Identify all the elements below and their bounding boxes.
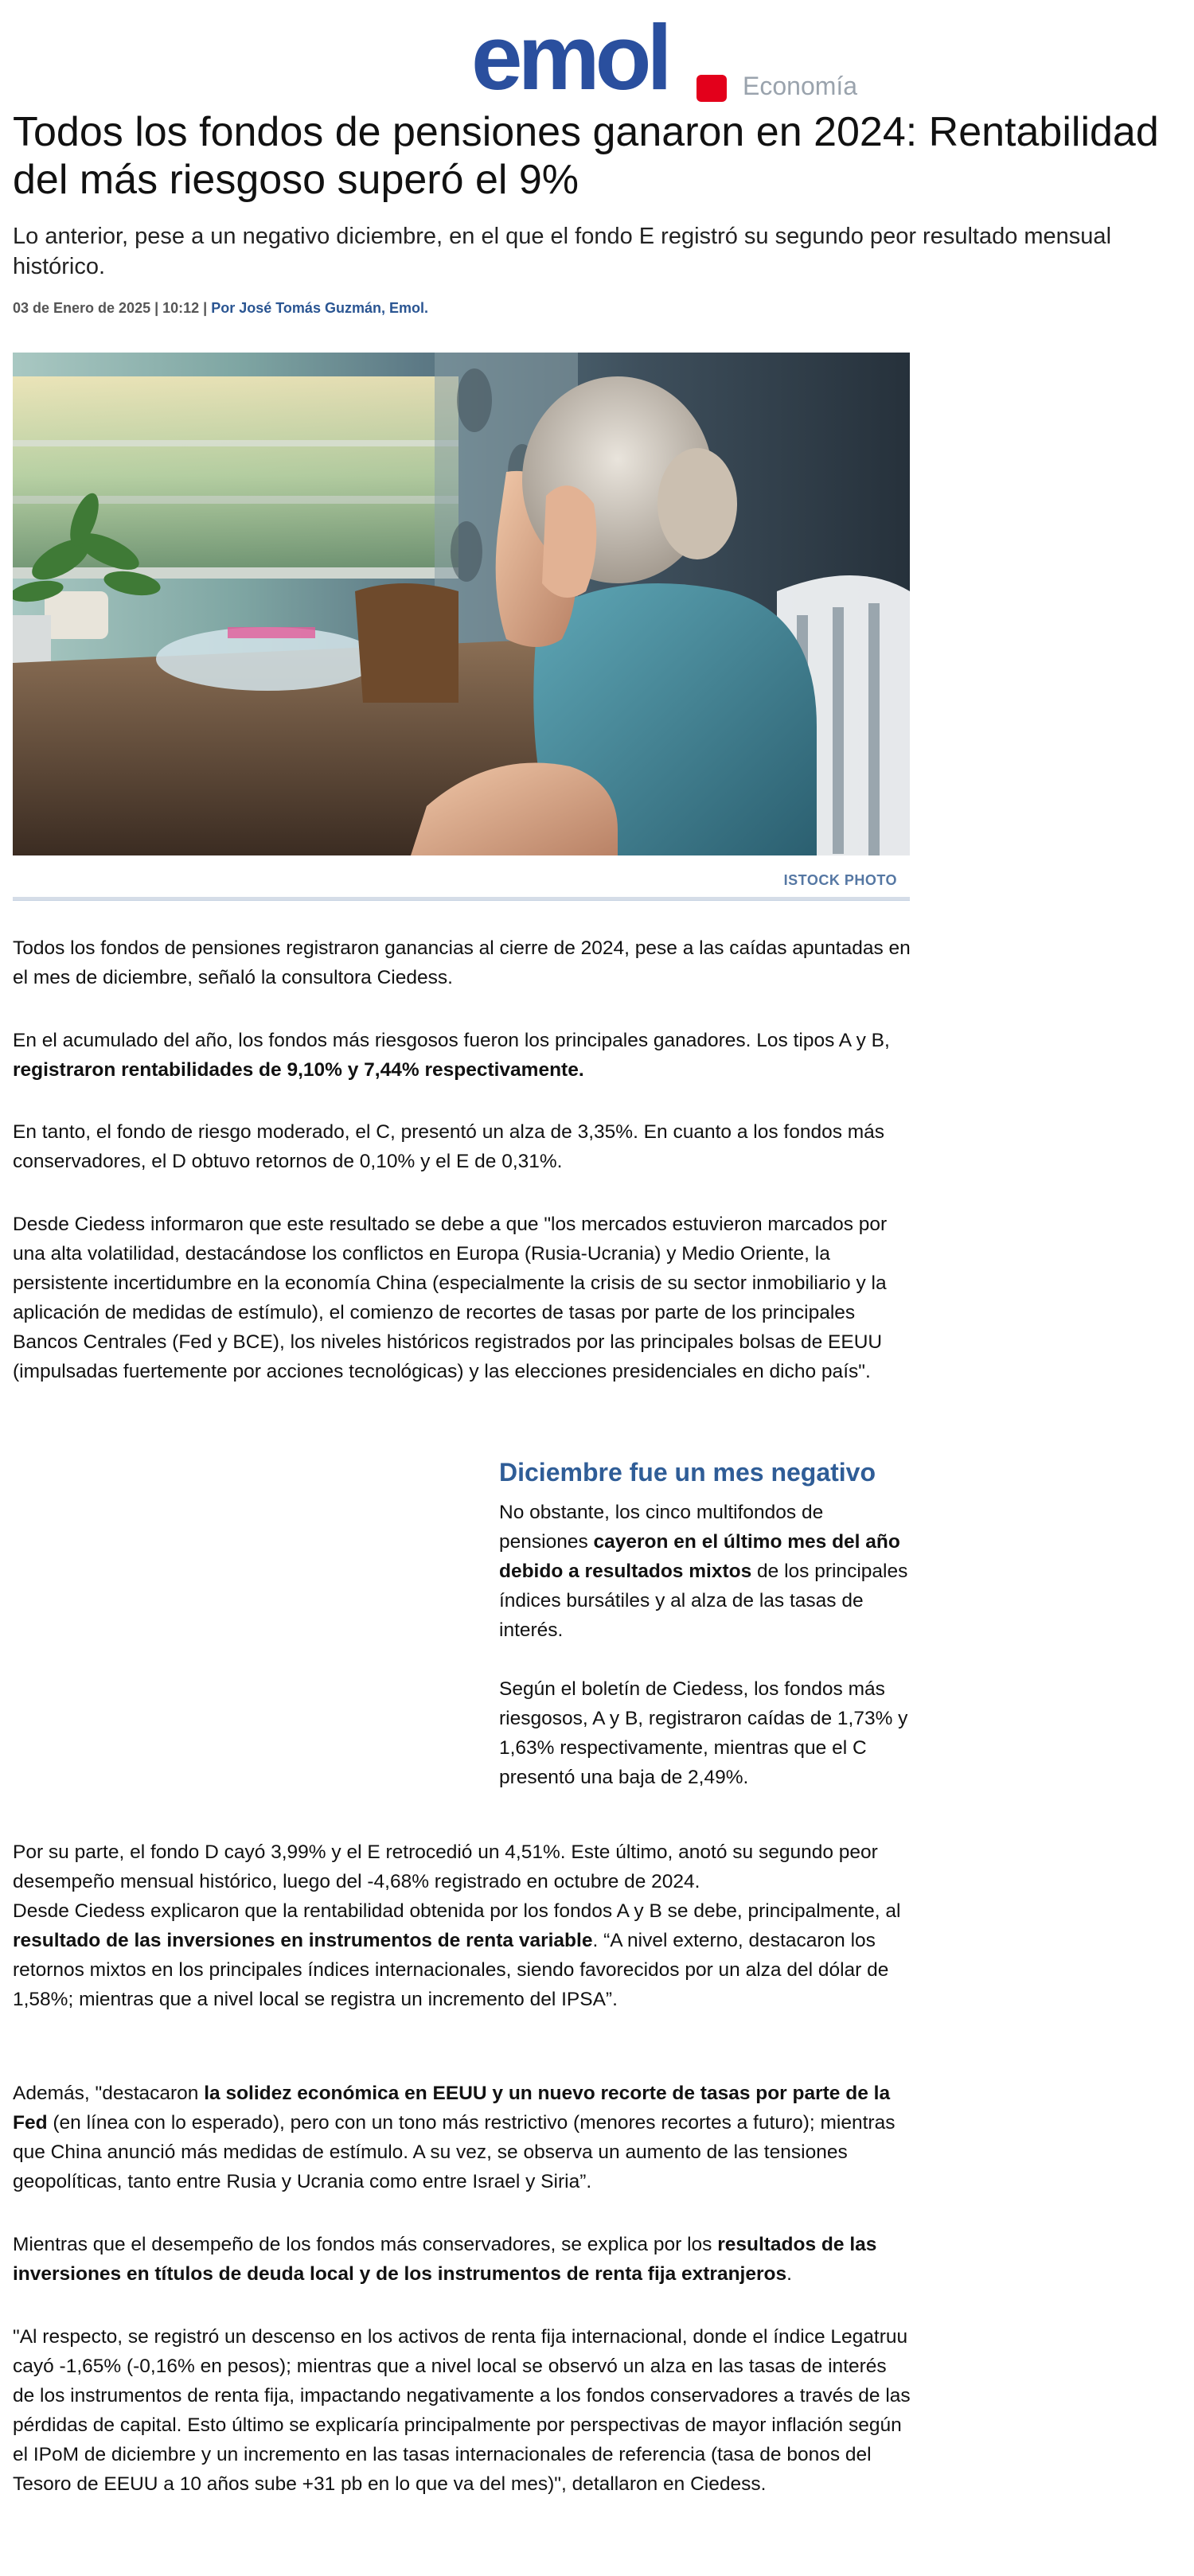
- paragraph-8-bold: resultados de las inversiones en títulos de deuda local y de los instrumentos de renta fija extranjeros: [13, 2234, 877, 2285]
- paragraph-9: "Al respecto, se registró un descenso en los activos de renta fija internacional, donde el índice Legatruu cayó -1,65% (-0,16% en pesos); mientras que a nivel local se observó un alza en las tasas de interés de los instrumentos de renta fija, impactando negativamente a los fondos conservadores a través de las pérdidas de capital. Esto último se explicaría principalmente por perspectivas de mayor inflación según el IPoM de diciembre y un incremento en las tasas internacionales de referencia (tasa de bonos del Tesoro de EEUU a 10 años sube +31 pb en lo que va del mes)", detallaron en Ciedess.: [13, 2326, 911, 2495]
- paragraph-7-text-a: Además, "destacaron: [13, 2083, 205, 2104]
- subheading: Diciembre fue un mes negativo: [499, 1458, 876, 1487]
- article-subtitle: Lo anterior, pese a un negativo diciembre, en el que el fondo E registró su segundo peor resultado mensual histórico.: [13, 224, 1112, 279]
- logo-red-dot: [696, 75, 727, 102]
- aside-paragraph-1-text-c: de los principales índices bursátiles y al alza de las tasas de interés.: [499, 1561, 908, 1641]
- aside-paragraph-2: Según el boletín de Ciedess, los fondos más riesgosos, A y B, registraron caídas de 1,73% y 1,63% respectivamente, mientras que el C presentó una baja de 2,49%.: [499, 1678, 908, 1788]
- aside-paragraph-1: [499, 1498, 913, 1645]
- paragraph-7: [13, 2079, 912, 2196]
- article-photo: [13, 353, 910, 855]
- section-label[interactable]: Economía: [743, 72, 858, 100]
- paragraph-1: Todos los fondos de pensiones registraron ganancias al cierre de 2024, pese a las caídas apuntadas en el mes de diciembre, señaló la consultora Ciedess.: [13, 937, 911, 988]
- article-author[interactable]: Por José Tomás Guzmán, Emol.: [211, 300, 428, 316]
- article-title: Todos los fondos de pensiones ganaron en 2024: Rentabilidad del más riesgoso superó el 9%: [13, 109, 1159, 203]
- paragraph-8-text-c: .: [786, 2263, 792, 2285]
- article-photo-frame: [13, 353, 910, 900]
- aside-paragraph-1-text-a: No obstante, los cinco multifondos de pensiones: [499, 1502, 824, 1553]
- paragraph-8-text-a: Mientras que el desempeño de los fondos más conservadores, se explica por los: [13, 2234, 718, 2255]
- site-header: [0, 6, 1194, 109]
- paragraph-6-text-c: . “A nivel externo, destacaron los retornos mixtos en los principales índices internacionales, siendo favorecidos por un alza del dólar de 1,58%; mientras que a nivel local se registra un incremento del IPSA”.: [13, 1930, 889, 2010]
- aside-paragraph-1-bold: cayeron en el último mes del año debido a resultados mixtos: [499, 1531, 900, 1582]
- paragraph-6-bold: resultado de las inversiones en instrumentos de renta variable: [13, 1930, 593, 1951]
- paragraph-6: [13, 1896, 912, 2014]
- paragraph-7-text-c: (en línea con lo esperado), pero con un tono más restrictivo (menores recortes a futuro); mientras que China anunció más medidas de estímulo. A su vez, se observa un aumento de las tensiones geopolíticas, tanto entre Rusia y Ucrania como entre Israel y Siria”.: [13, 2112, 896, 2192]
- subheading-box: [499, 1456, 913, 1792]
- photo-credit: ISTOCK PHOTO: [783, 872, 897, 888]
- article-meta: [13, 300, 428, 317]
- paragraph-5: Por su parte, el fondo D cayó 3,99% y el E retrocedió un 4,51%. Este último, anotó su segundo peor desempeño mensual histórico, luego del -4,68% registrado en octubre de 2024.: [13, 1841, 878, 1892]
- paragraph-6-text-a: Desde Ciedess explicaron que la rentabilidad obtenida por los fondos A y B se debe, principalmente, al: [13, 1900, 901, 1922]
- paragraph-8: [13, 2230, 912, 2289]
- paragraph-2-text: En el acumulado del año, los fondos más riesgosos fueron los principales ganadores. Los tipos A y B,: [13, 1030, 890, 1051]
- logo-link[interactable]: [471, 6, 885, 109]
- paragraph-7-bold: la solidez económica en EEUU y un nuevo recorte de tasas por parte de la Fed: [13, 2083, 891, 2134]
- article-date: 03 de Enero de 2025 | 10:12 |: [13, 300, 208, 316]
- paragraph-3: En tanto, el fondo de riesgo moderado, el C, presentó un alza de 3,35%. En cuanto a los fondos más conservadores, el D obtuvo retornos de 0,10% y el E de 0,31%.: [13, 1121, 885, 1172]
- paragraph-2: [13, 1026, 912, 1085]
- emol-logo: emol: [471, 6, 668, 109]
- paragraph-4: Desde Ciedess informaron que este resultado se debe a que "los mercados estuvieron marcados por una alta volatilidad, destacándose los conflictos en Europa (Rusia-Ucrania) y Medio Oriente, la persistente incertidumbre en la economía China (especialmente la crisis de su sector inmobiliario y la aplicación de medidas de estímulo), el comienzo de recortes de tasas por parte de los principales Bancos Centrales (Fed y BCE), los niveles históricos registrados por las principales bolsas de EEUU (impulsadas fuertemente por acciones tecnológicas) y las elecciones presidenciales en dicho país".: [13, 1214, 888, 1382]
- paragraph-2-bold: registraron rentabilidades de 9,10% y 7,44% respectivamente.: [13, 1059, 584, 1081]
